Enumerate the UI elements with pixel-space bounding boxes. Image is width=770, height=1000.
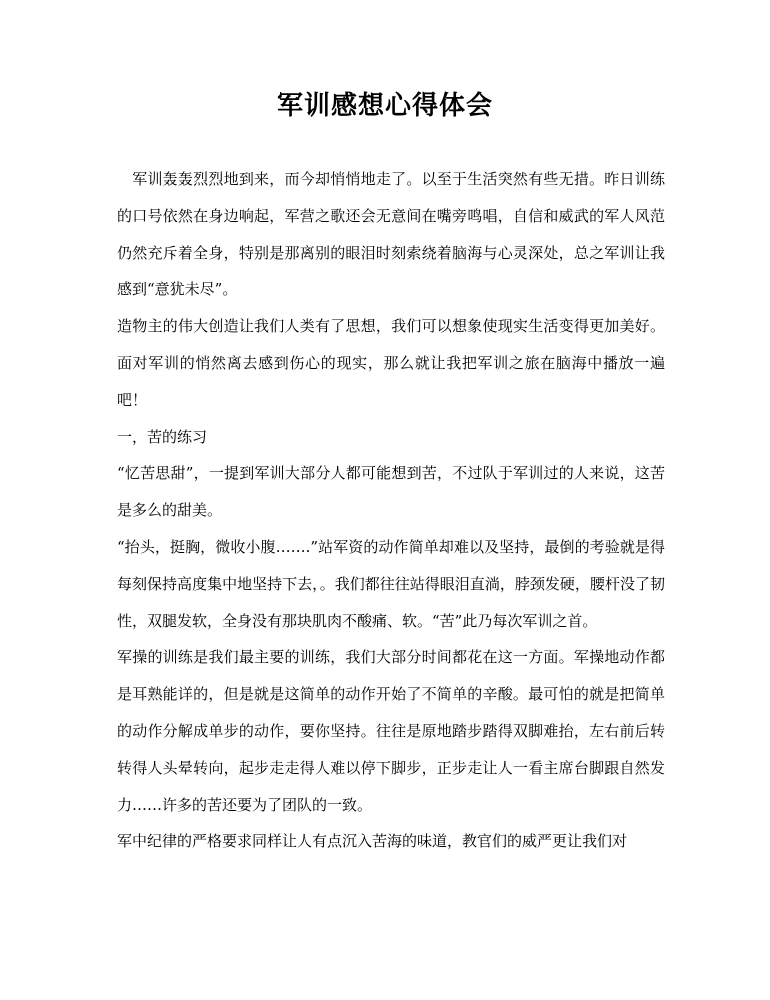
- paragraph-drill: 军操的训练是我们最主要的训练，我们大部分时间都花在这一方面。军操地动作都是耳熟能详的，但是就是这简单的动作开始了不简单的辛酸。最可怕的就是把简单的动作分解成单步的动作，要你坚持。往往是原地踏步踏得双脚难抬，左右前后转转得人头晕转向，起步走走得人难以停下脚步，正步走让人一看主席台脚跟自然发力……许多的苦还要为了团队的一致。: [117, 648, 665, 814]
- document-title: 军训感想心得体会: [276, 91, 493, 121]
- paragraph-sweet-bitter: “忆苦思甜”，一提到军训大部分人都可能想到苦，不过队于军训过的人来说，这苦是多么的甜美。: [117, 464, 665, 520]
- section-heading-hardship: 一，苦的练习: [117, 427, 208, 446]
- document-body: [117, 161, 665, 860]
- paragraph-discipline: 军中纪律的严格要求同样让人有点沉入苦海的味道，教官们的威严更让我们对: [117, 832, 628, 851]
- paragraph-creator: 造物主的伟大创造让我们人类有了思想，我们可以想象使现实生活变得更加美好。面对军训的悄然离去感到伤心的现实，那么就让我把军训之旅在脑海中播放一遍吧！: [117, 317, 665, 409]
- paragraph-standing: “抬头，挺胸，微收小腹…….”站军资的动作简单却难以及坚持，最倒的考验就是得每刻保持高度集中地坚持下去，。我们都往往站得眼泪直淌，脖颈发硬，腰杆没了韧性，双腿发软，全身没有那块肌肉不酸痛、软。“苦”此乃每次军训之首。: [117, 537, 665, 630]
- paragraph-intro: 军训轰轰烈烈地到来，而今却悄悄地走了。以至于生活突然有些无措。昨日训练的口号依然在身边响起，军营之歌还会无意间在嘴旁鸣唱，自信和威武的军人风范仍然充斥着全身，特别是那离别的眼泪时刻索绕着脑海与心灵深处，总之军训让我感到“意犹未尽”。: [117, 170, 665, 299]
